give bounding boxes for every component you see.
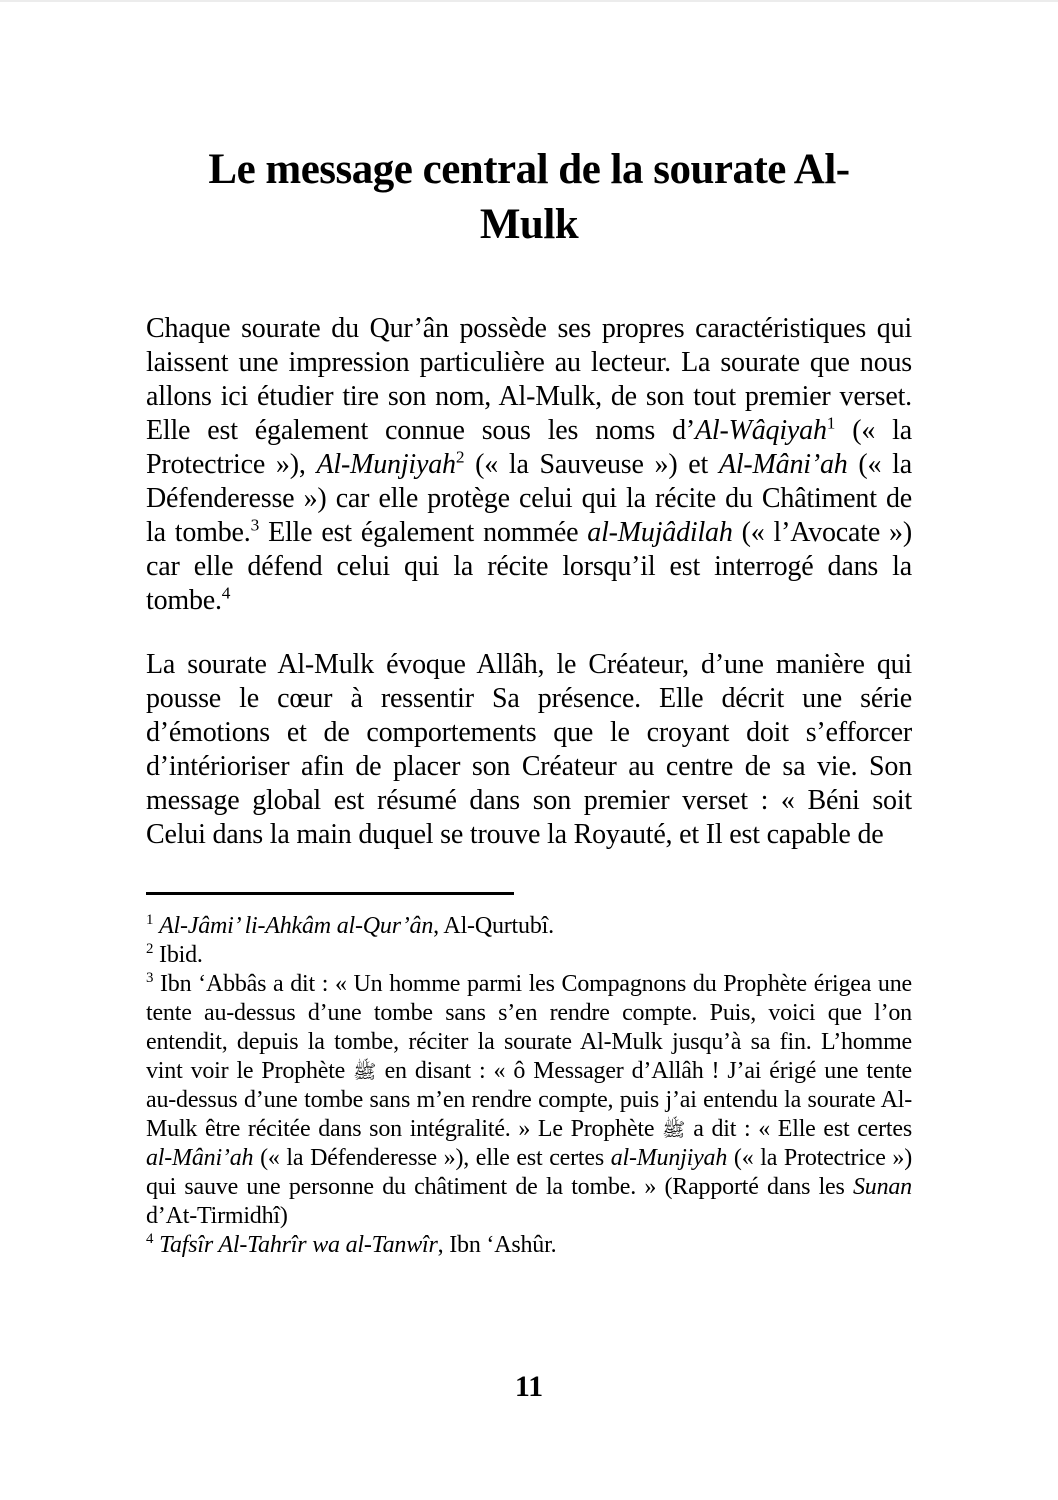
footnote-area [146,892,912,1260]
body-paragraph-1: Chaque sourate du Qur’ân possède ses propres caractéristiques qui laissent une impression particulière au lecteur. La sourate que nous allons ici étudier tire son nom, Al-Mulk, de son tout premier verset. Elle est également connue sous les noms d’Al-Wâqiyah$^1$ (« la Protectrice »), Al-Munjiyah$^2$ (« la Sauveuse ») et Al-Mâni’ah (« la Défenderesse ») car elle protège celui qui la récite du Châtiment de la tombe.$^3$ Elle est également nommée al-Mujâdilah (« l’Avocate ») car elle défend celui qui la récite lorsqu’il est interrogé dans la tombe.$^4$ [146,313,912,616]
footnote-1: $^1$ Al-Jâmi’ li-Ahkâm al-Qur’ân, Al-Qurtubî. [146,912,554,939]
footnote-3: $^3$ Ibn ‘Abbâs a dit : « Un homme parmi les Compagnons du Prophète érigea une tente au-dessus d’une tombe sans s’en rendre compte. Puis, voici que l’on entendit, depuis la tombe, réciter la sourate Al-Mulk jusqu’à sa fin. L’homme vint voir le Prophète ﷺ en disant : « ô Messager d’Allâh ! J’ai érigé une tente au-dessus d’une tombe sans m’en rendre compte, puis j’ai entendu la sourate Al-Mulk être récitée dans son intégralité. » Le Prophète ﷺ a dit : « Elle est certes al-Mâni’ah (« la Défenderesse »), elle est certes al-Munjiyah (« la Protectrice ») qui sauve une personne du châtiment de la tombe. » (Rapporté dans les Sunan d’At-Tirmidhî) [146,970,912,1229]
footnote-2: $^2$ Ibid. [146,941,203,968]
text-column [146,142,912,1260]
body-paragraph-2: La sourate Al-Mulk évoque Allâh, le Créateur, d’une manière qui pousse le cœur à ressentir Sa présence. Elle décrit une série d’émotions et de comportements que le croyant doit s’efforcer d’intérioriser afin de placer son Créateur au centre de sa vie. Son message global est résumé dans son premier verset : « Béni soit Celui dans la main duquel se trouve la Royauté, et Il est capable de [146,649,912,850]
chapter-title-line-2: Mulk [479,201,579,248]
footnote-4: $^4$ Tafsîr Al-Tahrîr wa al-Tanwîr, Ibn ‘Ashûr. [146,1231,557,1258]
footnote-separator [146,892,514,895]
chapter-title-line-1: Le message central de la sourate Al- [208,146,850,193]
page-top-edge [0,0,1058,2]
chapter-title [146,142,912,252]
page-number: 11 [514,1370,544,1403]
